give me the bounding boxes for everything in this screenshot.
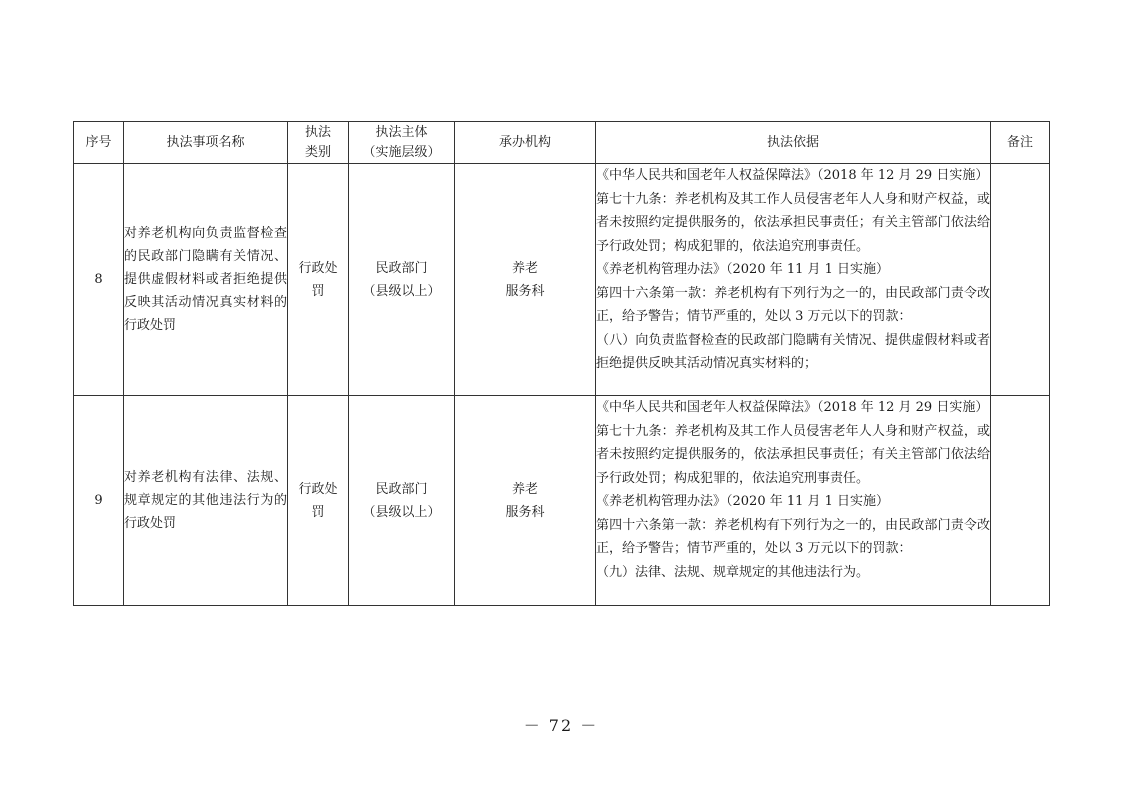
row-basis xyxy=(596,396,991,606)
enforcement-table xyxy=(73,121,1050,606)
table-row xyxy=(74,396,1050,606)
header-basis: 执法依据 xyxy=(596,122,991,164)
basis-article-79: 第七十九条：养老机构及其工作人员侵害老年人人身和财产权益，或者未按照约定提供服务的，依法承担民事责任；有关主管部门依法给予行政处罚；构成犯罪的，依法追究刑事责任。 xyxy=(596,423,990,486)
basis-regulation-title: 《养老机构管理办法》（2020 年 11 月 1 日实施） xyxy=(596,494,890,509)
header-organization: 承办机构 xyxy=(455,122,596,164)
row-remarks xyxy=(991,164,1050,396)
header-item-name: 执法事项名称 xyxy=(124,122,288,164)
basis-regulation-title: 《养老机构管理办法》（2020 年 11 月 1 日实施） xyxy=(596,262,890,277)
row-subject: 民政部门 （县级以上） xyxy=(349,164,455,396)
basis-clause: （九）法律、法规、规章规定的其他违法行为。 xyxy=(596,564,870,580)
row-category: 行政处 罚 xyxy=(288,164,349,396)
basis-law-title: 《中华人民共和国老年人权益保障法》（2018 年 12 月 29 日实施） xyxy=(596,400,989,415)
page-number: － 72 － xyxy=(523,716,599,735)
basis-clause: （八）向负责监督检查的民政部门隐瞒有关情况、提供虚假材料或者拒绝提供反映其活动情况真实材料的； xyxy=(596,332,990,371)
basis-law-title: 《中华人民共和国老年人权益保障法》（2018 年 12 月 29 日实施） xyxy=(596,168,989,183)
header-remarks: 备注 xyxy=(991,122,1050,164)
table-row xyxy=(74,164,1050,396)
table-header-row xyxy=(74,122,1050,164)
header-subject: 执法主体 （实施层级） xyxy=(349,122,455,164)
row-item-name: 对养老机构有法律、法规、规章规定的其他违法行为的行政处罚 xyxy=(124,396,288,606)
basis-article-79: 第七十九条：养老机构及其工作人员侵害老年人人身和财产权益，或者未按照约定提供服务的，依法承担民事责任；有关主管部门依法给予行政处罚；构成犯罪的，依法追究刑事责任。 xyxy=(596,191,990,254)
row-remarks xyxy=(991,396,1050,606)
row-organization: 养老 服务科 xyxy=(455,396,596,606)
header-index: 序号 xyxy=(74,122,124,164)
row-organization: 养老 服务科 xyxy=(455,164,596,396)
row-category: 行政处 罚 xyxy=(288,396,349,606)
basis-article-46: 第四十六条第一款：养老机构有下列行为之一的，由民政部门责令改正，给予警告；情节严重的，处以 3 万元以下的罚款： xyxy=(596,517,990,556)
row-subject: 民政部门 （县级以上） xyxy=(349,396,455,606)
row-index: 8 xyxy=(74,164,124,396)
row-index: 9 xyxy=(74,396,124,606)
header-category: 执法 类别 xyxy=(288,122,349,164)
row-item-name: 对养老机构向负责监督检查的民政部门隐瞒有关情况、提供虚假材料或者拒绝提供反映其活动情况真实材料的行政处罚 xyxy=(124,164,288,396)
basis-article-46: 第四十六条第一款：养老机构有下列行为之一的，由民政部门责令改正，给予警告；情节严重的，处以 3 万元以下的罚款： xyxy=(596,285,990,324)
row-basis xyxy=(596,164,991,396)
